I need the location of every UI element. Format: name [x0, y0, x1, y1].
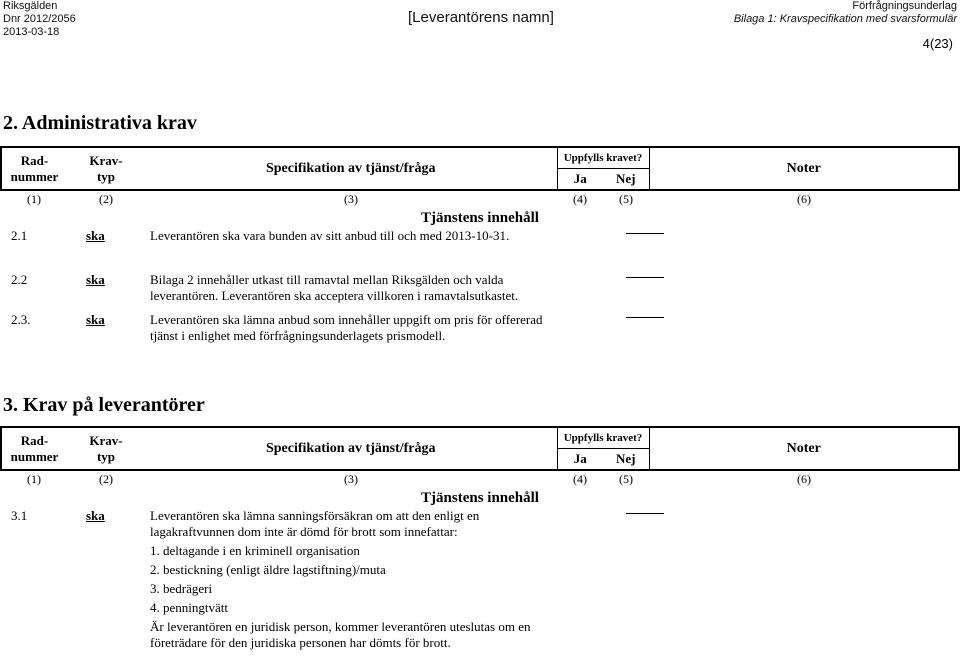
col-number: (6): [649, 190, 959, 208]
page-number: 4(23): [922, 36, 953, 51]
column-number-row: [1, 190, 959, 208]
list-item: 3. bedrägeri: [150, 581, 213, 596]
offence-list: [150, 543, 549, 616]
row-type: ska: [86, 228, 105, 243]
col-number: (6): [649, 470, 959, 488]
list-item: 4. penningtvätt: [150, 600, 228, 615]
org-name: Riksgälden: [3, 0, 58, 12]
header-left: [3, 0, 76, 39]
section-label: Tjänstens innehåll: [421, 489, 539, 506]
col-noter: Noter: [649, 147, 959, 190]
col-uppfylls: Uppfylls kravet?: [557, 147, 649, 168]
row-noter[interactable]: [649, 312, 959, 350]
row-spec: Bilaga 2 innehåller utkast till ramavtal mellan Riksgälden och valda leverantören. Leverantören ska acceptera villkoren i ramavtalsutkastet.: [150, 272, 519, 303]
col-ja: Ja: [557, 448, 603, 470]
col-number: (5): [603, 470, 649, 488]
col-ja: Ja: [557, 168, 603, 190]
col-rad-nummer: Rad- nummer: [1, 427, 67, 470]
col-nej: Nej: [603, 168, 649, 190]
col-number: (3): [145, 470, 557, 488]
row-type: ska: [86, 508, 105, 523]
col-uppfylls: Uppfylls kravet?: [557, 427, 649, 448]
col-spec: Specifikation av tjänst/fråga: [145, 147, 557, 190]
col-number: (5): [603, 190, 649, 208]
table-row: [1, 312, 959, 350]
section2-table: [0, 146, 960, 350]
row-id: 2.3.: [11, 312, 31, 327]
section-label: Tjänstens innehåll: [421, 209, 539, 226]
col-number: (2): [67, 470, 145, 488]
col-nej: Nej: [603, 448, 649, 470]
row-noter[interactable]: [649, 228, 959, 272]
section3-title: 3. Krav på leverantörer: [3, 394, 205, 416]
list-item: 1. deltagande i en kriminell organisation: [150, 543, 360, 558]
col-krav-typ: Krav- typ: [67, 427, 145, 470]
col-number: (2): [67, 190, 145, 208]
table-row: [1, 508, 959, 651]
row-spec: Leverantören ska lämna anbud som innehåller uppgift om pris för offererad tjänst i enlighet med förfrågningsunderlagets prismodell.: [150, 312, 543, 343]
col-number: (3): [145, 190, 557, 208]
dnr: Dnr 2012/2056: [3, 13, 76, 25]
row-id: 3.1: [11, 508, 28, 523]
row-spec: [145, 508, 557, 651]
col-noter: Noter: [649, 427, 959, 470]
list-item: 2. bestickning (enligt äldre lagstiftning)/muta: [150, 562, 386, 577]
table-row: [1, 272, 959, 312]
row-spec-footer: Är leverantören en juridisk person, kommer leverantören uteslutas om en företrädare för den juridiska personen har dömts för brott.: [150, 619, 531, 650]
col-number: (1): [1, 190, 67, 208]
row-noter[interactable]: [649, 508, 959, 651]
row-id: 2.2: [11, 272, 28, 287]
col-rad-nummer: Rad- nummer: [1, 147, 67, 190]
header-right: [734, 0, 957, 26]
doc-type: Förfrågningsunderlag: [852, 0, 957, 12]
row-noter[interactable]: [649, 272, 959, 312]
col-number: (1): [1, 470, 67, 488]
table-row: [1, 228, 959, 272]
col-spec: Specifikation av tjänst/fråga: [145, 427, 557, 470]
row-type: ska: [86, 312, 105, 327]
appendix-title: Bilaga 1: Kravspecifikation med svarsformulär: [733, 13, 957, 25]
row-id: 2.1: [11, 228, 28, 243]
section3-table: [0, 426, 960, 651]
section2-title: 2. Administrativa krav: [3, 112, 197, 134]
col-number: (4): [557, 190, 603, 208]
col-number: (4): [557, 470, 603, 488]
row-spec-intro: Leverantören ska lämna sanningsförsäkran om att den enligt en lagakraftvunnen dom inte är dömd för brott som innefattar:: [150, 508, 480, 539]
row-spec: Leverantören ska vara bunden av sitt anbud till och med 2013-10-31.: [150, 228, 510, 243]
row-type: ska: [86, 272, 105, 287]
column-number-row: [1, 470, 959, 488]
supplier-name: [Leverantörens namn]: [408, 9, 554, 26]
doc-date: 2013-03-18: [3, 26, 60, 38]
col-krav-typ: Krav- typ: [67, 147, 145, 190]
